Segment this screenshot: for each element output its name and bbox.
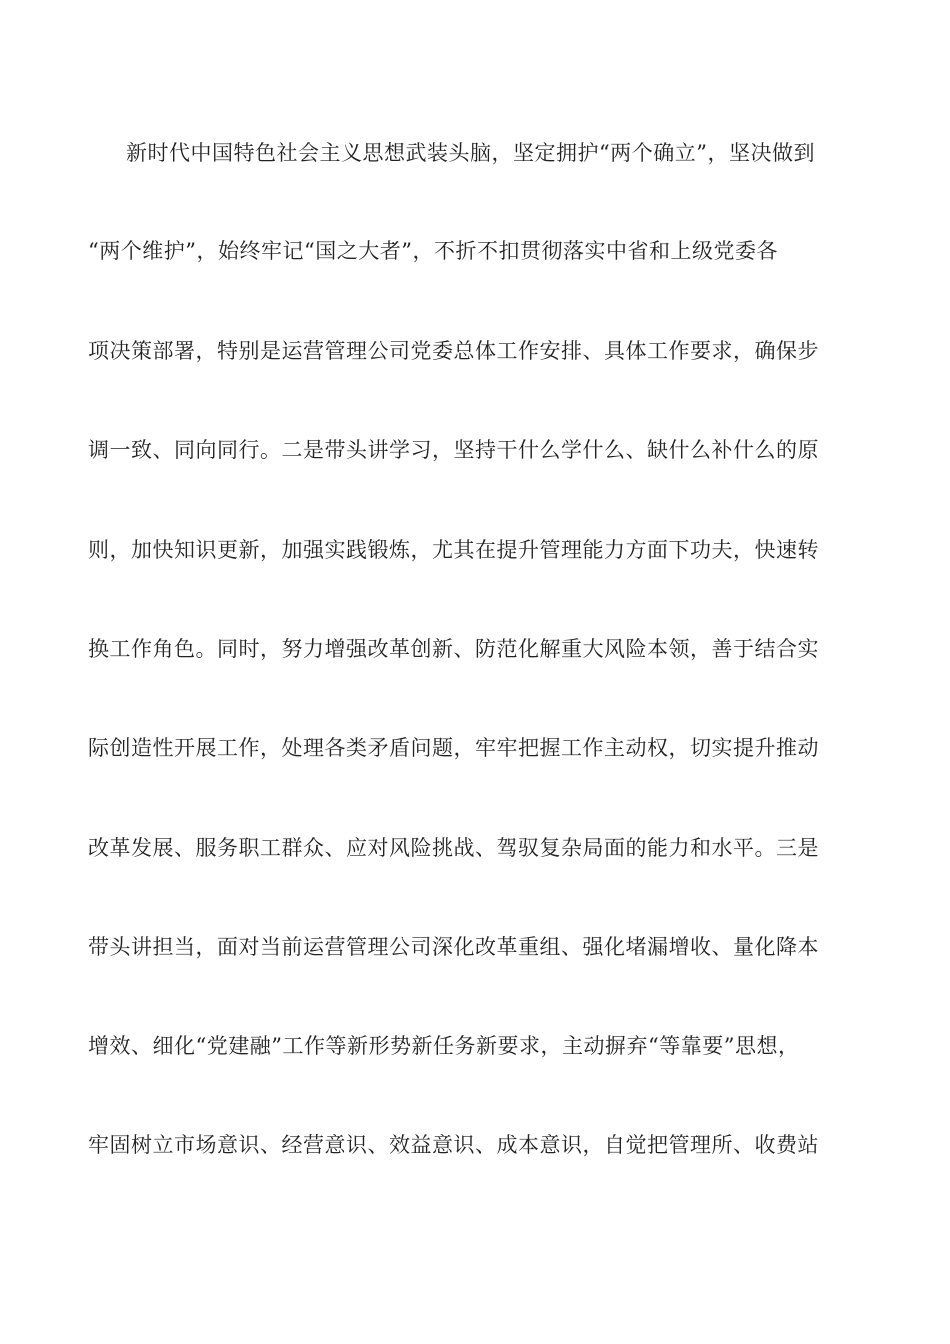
paragraph-line-2: “两个维护”，始终牢记“国之大者”，不折不扣贯彻落实中省和上级党委各 [88,239,778,263]
paragraph-line-4: 调一致、同向同行。二是带头讲学习，坚持干什么学什么、缺什么补什么的原 [88,438,819,462]
paragraph-line-5: 则，加快知识更新，加强实践锻炼，尤其在提升管理能力方面下功夫，快速转 [88,538,819,562]
paragraph-line-11: 牢固树立市场意识、经营意识、效益意识、成本意识，自觉把管理所、收费站 [88,1133,819,1157]
paragraph-line-1: 新时代中国特色社会主义思想武装头脑，坚定拥护“两个确立”，坚决做到 [126,141,815,165]
paragraph-line-8: 改革发展、服务职工群众、应对风险挑战、驾驭复杂局面的能力和水平。三是 [88,836,819,860]
paragraph-line-3: 项决策部署，特别是运营管理公司党委总体工作安排、具体工作要求，确保步 [88,339,819,363]
paragraph-line-10: 增效、细化“党建融”工作等新形势新任务新要求，主动摒弃“等靠要”思想， [88,1034,800,1058]
paragraph-line-9: 带头讲担当，面对当前运营管理公司深化改革重组、强化堵漏增收、量化降本 [88,935,819,959]
paragraph-line-6: 换工作角色。同时，努力增强改革创新、防范化解重大风险本领，善于结合实 [88,637,819,661]
paragraph-line-7: 际创造性开展工作，处理各类矛盾问题，牢牢把握工作主动权，切实提升推动 [88,736,819,760]
